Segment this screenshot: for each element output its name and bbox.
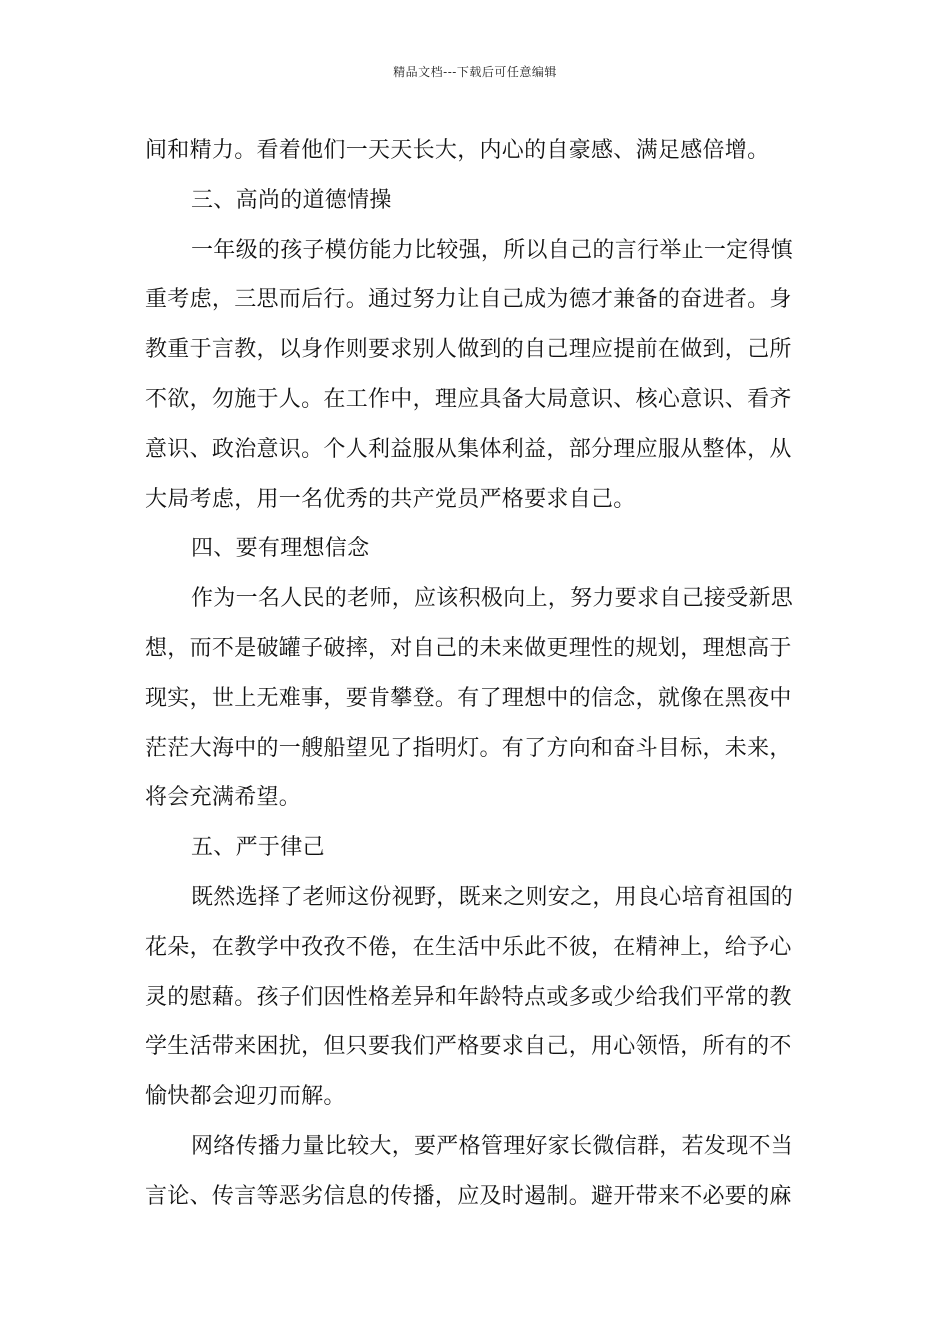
body-line: 将会充满希望。	[145, 785, 302, 811]
body-line: 重考虑，三思而后行。通过努力让自己成为德才兼备的奋进者。身	[145, 287, 792, 313]
body-line: 学生活带来困扰，但只要我们严格要求自己，用心领悟，所有的不	[145, 1034, 792, 1060]
body-line: 想，而不是破罐子破摔，对自己的未来做更理性的规划，理想高于	[145, 635, 792, 661]
body-line: 茫茫大海中的一艘船望见了指明灯。有了方向和奋斗目标，未来，	[145, 735, 792, 761]
body-line: 一年级的孩子模仿能力比较强，所以自己的言行举止一定得慎	[191, 237, 794, 263]
section-heading: 四、要有理想信念	[191, 536, 370, 562]
body-line: 间和精力。看着他们一天天长大，内心的自豪感、满足感倍增。	[145, 138, 770, 163]
page-header: 精品文档---下载后可任意编辑	[393, 65, 557, 79]
body-line: 花朵，在教学中孜孜不倦，在生活中乐此不彼，在精神上，给予心	[145, 934, 792, 960]
body-line: 大局考虑，用一名优秀的共产党员严格要求自己。	[145, 486, 636, 512]
body-line: 现实，世上无难事，要肯攀登。有了理想中的信念，就像在黑夜中	[145, 685, 792, 711]
section-heading: 三、高尚的道德情操	[191, 187, 392, 213]
body-line: 作为一名人民的老师，应该积极向上，努力要求自己接受新思	[191, 586, 794, 612]
section-heading: 五、严于律己	[191, 835, 325, 861]
body-line: 言论、传言等恶劣信息的传播，应及时遏制。避开带来不必要的麻	[145, 1183, 792, 1209]
body-line: 既然选择了老师这份视野，既来之则安之，用良心培育祖国的	[191, 884, 794, 910]
body-line: 愉快都会迎刃而解。	[145, 1084, 346, 1110]
body-line: 网络传播力量比较大，要严格管理好家长微信群，若发现不当	[191, 1133, 794, 1159]
body-line: 意识、政治意识。个人利益服从集体利益，部分理应服从整体，从	[145, 436, 792, 462]
body-line: 灵的慰藉。孩子们因性格差异和年龄特点或多或少给我们平常的教	[145, 984, 792, 1010]
document-body	[145, 126, 805, 1222]
body-line: 教重于言教，以身作则要求别人做到的自己理应提前在做到，己所	[145, 337, 792, 363]
body-line: 不欲，勿施于人。在工作中，理应具备大局意识、核心意识、看齐	[145, 386, 792, 412]
